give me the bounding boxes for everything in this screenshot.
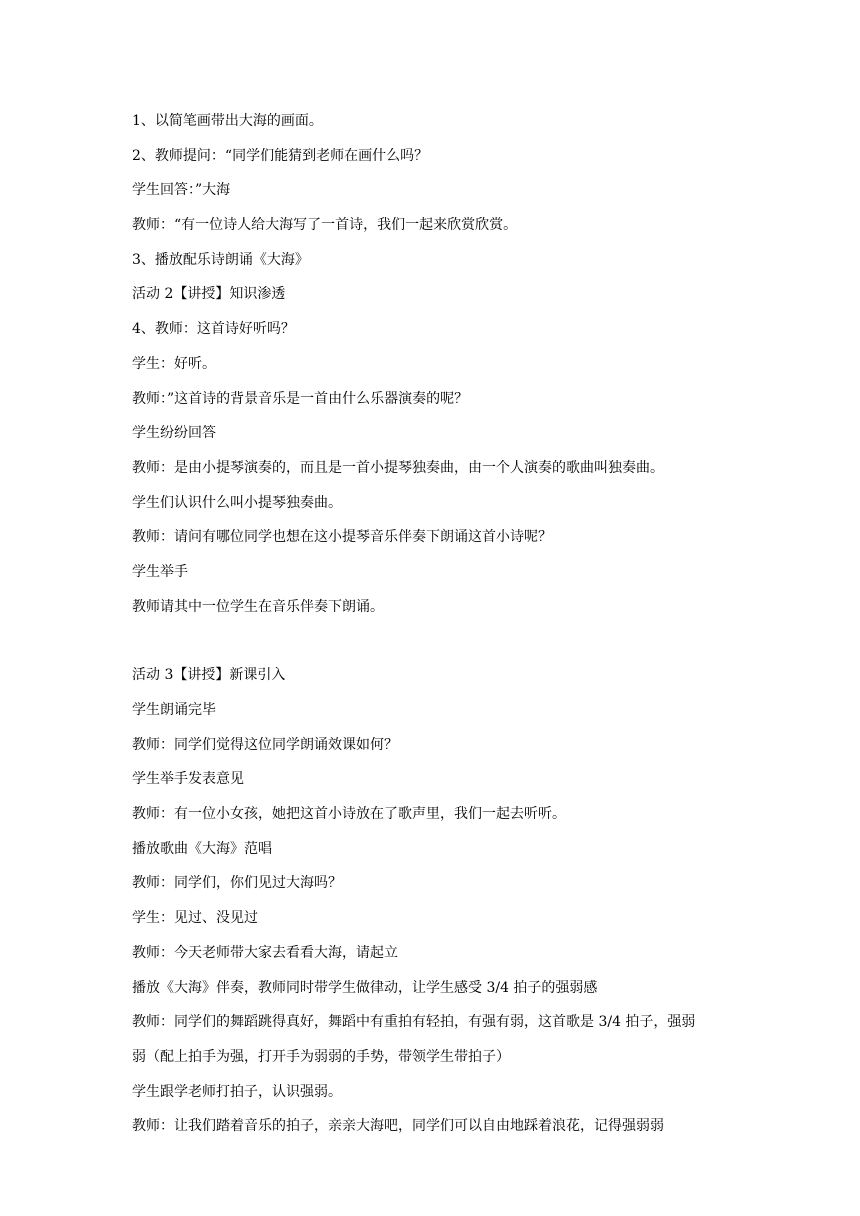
text-line: 教师：同学们觉得这位同学朗诵效课如何？ xyxy=(132,736,398,753)
text-line: 教师：有一位小女孩，她把这首小诗放在了歌声里，我们一起去听听。 xyxy=(132,806,566,823)
text-line: 学生举手发表意见 xyxy=(132,771,244,788)
document-body xyxy=(132,111,732,1151)
text-line: 学生：见过、没见过 xyxy=(132,910,258,927)
text-line: 学生纷纷回答 xyxy=(132,425,216,442)
text-line: 教师：同学们，你们见过大海吗？ xyxy=(132,875,342,892)
text-line: 2、教师提问：“同学们能猜到老师在画什么吗？ xyxy=(132,147,429,164)
text-line: 4、教师：这首诗好听吗？ xyxy=(132,321,295,338)
text-line: 教师：“有一位诗人给大海写了一首诗，我们一起来欣赏欣赏。 xyxy=(132,217,518,234)
section-heading: 活动 2【讲授】知识渗透 xyxy=(132,286,286,303)
text-line: 教师：请问有哪位同学也想在这小提琴音乐伴奏下朗诵这首小诗呢？ xyxy=(132,529,552,546)
text-line: 学生：好听。 xyxy=(132,355,216,372)
text-line: 3、播放配乐诗朗诵《大海》 xyxy=(132,251,309,268)
text-line: 学生举手 xyxy=(132,563,188,580)
text-line: 学生们认识什么叫小提琴独奏曲。 xyxy=(132,494,342,511)
text-line: 学生回答：”大海 xyxy=(132,182,231,199)
text-line: 教师：今天老师带大家去看看大海，请起立 xyxy=(132,944,398,961)
text-line: 播放歌曲《大海》范唱 xyxy=(132,840,272,857)
text-line: 教师：让我们踏着音乐的拍子，亲亲大海吧，同学们可以自由地踩着浪花，记得强弱弱 xyxy=(132,1118,664,1135)
text-line: 弱（配上拍手为强，打开手为弱弱的手势，带领学生带拍子） xyxy=(132,1048,510,1065)
text-line: 教师：”这首诗的背景音乐是一首由什么乐器演奏的呢？ xyxy=(132,390,469,407)
text-line: 播放《大海》伴奏，教师同时带学生做律动，让学生感受 3/4 拍子的强弱感 xyxy=(132,979,598,996)
text-line: 1、以简笔画带出大海的画面。 xyxy=(132,113,323,129)
text-line: 教师：是由小提琴演奏的，而且是一首小提琴独奏曲，由一个人演奏的歌曲叫独奏曲。 xyxy=(132,459,664,476)
text-line: 学生朗诵完毕 xyxy=(132,702,216,718)
text-line: 学生跟学老师打拍子，认识强弱。 xyxy=(132,1083,342,1100)
text-line: 教师请其中一位学生在音乐伴奏下朗诵。 xyxy=(132,598,384,615)
blank-line xyxy=(132,631,732,665)
text-line: 教师：同学们的舞蹈跳得真好，舞蹈中有重拍有轻拍，有强有弱，这首歌是 3/4 拍子，强弱 xyxy=(132,1014,696,1031)
section-heading: 活动 3【讲授】新课引入 xyxy=(132,667,286,684)
